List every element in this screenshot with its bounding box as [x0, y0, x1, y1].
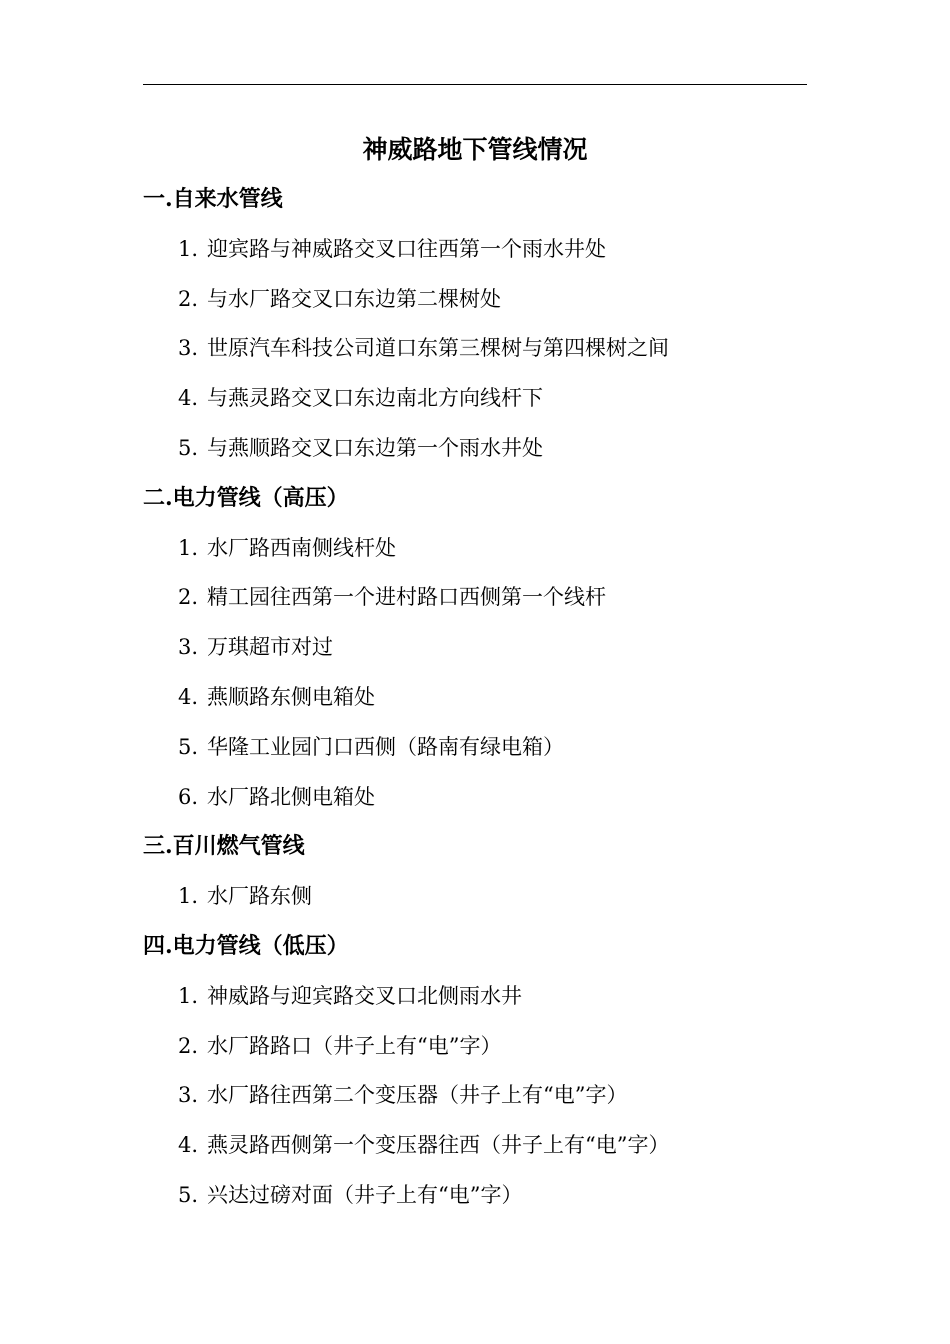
- item-text: 与燕灵路交叉口东边南北方向线杆下: [207, 386, 543, 411]
- list-item: [143, 1029, 843, 1063]
- item-number: 4.: [178, 386, 199, 411]
- item-number: 4.: [178, 1133, 199, 1158]
- item-number: 1.: [178, 884, 199, 909]
- item-number: 5.: [178, 1182, 199, 1207]
- item-text: 燕灵路西侧第一个变压器往西（井子上有“电”字）: [207, 1133, 670, 1158]
- section-heading: 三.百川燃气管线: [143, 833, 305, 860]
- list-item: [143, 680, 843, 714]
- section-gas: [143, 829, 843, 913]
- item-text: 华隆工业园门口西侧（路南有绿电箱）: [207, 734, 564, 759]
- list-item: [143, 431, 843, 465]
- item-number: 2.: [178, 585, 199, 610]
- list-item: [143, 730, 843, 764]
- item-text: 水厂路往西第二个变压器（井子上有“电”字）: [207, 1083, 628, 1108]
- item-number: 6.: [178, 784, 199, 809]
- item-text: 水厂路西南侧线杆处: [207, 535, 396, 560]
- item-number: 1.: [178, 535, 199, 560]
- header-rule: [143, 84, 807, 85]
- item-text: 与燕顺路交叉口东边第一个雨水井处: [207, 435, 543, 460]
- list-item: [143, 331, 843, 365]
- list-item: [143, 1078, 843, 1112]
- section-heading: 四.电力管线（低压）: [143, 932, 349, 959]
- item-number: 5.: [178, 435, 199, 460]
- item-number: 1.: [178, 983, 199, 1008]
- section-heading: 一.自来水管线: [143, 186, 283, 212]
- page-title: 神威路地下管线情况: [362, 135, 588, 164]
- item-text: 迎宾路与神威路交叉口往西第一个雨水井处: [207, 236, 606, 261]
- list-item: [143, 282, 843, 316]
- item-text: 兴达过磅对面（井子上有“电”字）: [207, 1182, 523, 1207]
- item-number: 2.: [178, 286, 199, 311]
- item-number: 1.: [178, 236, 199, 261]
- item-text: 与水厂路交叉口东边第二棵树处: [207, 286, 501, 311]
- list-item: [143, 381, 843, 415]
- item-text: 水厂路北侧电箱处: [207, 784, 375, 809]
- item-number: 3.: [178, 1083, 199, 1108]
- item-text: 精工园往西第一个进村路口西侧第一个线杆: [207, 585, 606, 610]
- item-text: 水厂路东侧: [207, 884, 312, 909]
- item-number: 5.: [178, 734, 199, 759]
- list-item: [143, 879, 843, 913]
- item-text: 世原汽车科技公司道口东第三棵树与第四棵树之间: [207, 336, 669, 361]
- item-number: 4.: [178, 684, 199, 709]
- section-power-high-voltage: [143, 481, 843, 814]
- list-item: [143, 780, 843, 814]
- list-item: [143, 232, 843, 266]
- list-item: [143, 1128, 843, 1162]
- item-number: 2.: [178, 1033, 199, 1058]
- list-item: [143, 630, 843, 664]
- item-text: 万琪超市对过: [207, 635, 333, 660]
- list-item: [143, 580, 843, 614]
- list-item: [143, 979, 843, 1013]
- list-item: [143, 531, 843, 565]
- section-water: [143, 182, 843, 465]
- item-number: 3.: [178, 635, 199, 660]
- list-item: [143, 1178, 843, 1212]
- item-number: 3.: [178, 336, 199, 361]
- item-text: 神威路与迎宾路交叉口北侧雨水井: [207, 983, 522, 1008]
- item-text: 燕顺路东侧电箱处: [207, 684, 375, 709]
- sections: [143, 182, 843, 1228]
- section-power-low-voltage: [143, 929, 843, 1212]
- section-heading: 二.电力管线（高压）: [143, 484, 349, 511]
- item-text: 水厂路路口（井子上有“电”字）: [207, 1033, 502, 1058]
